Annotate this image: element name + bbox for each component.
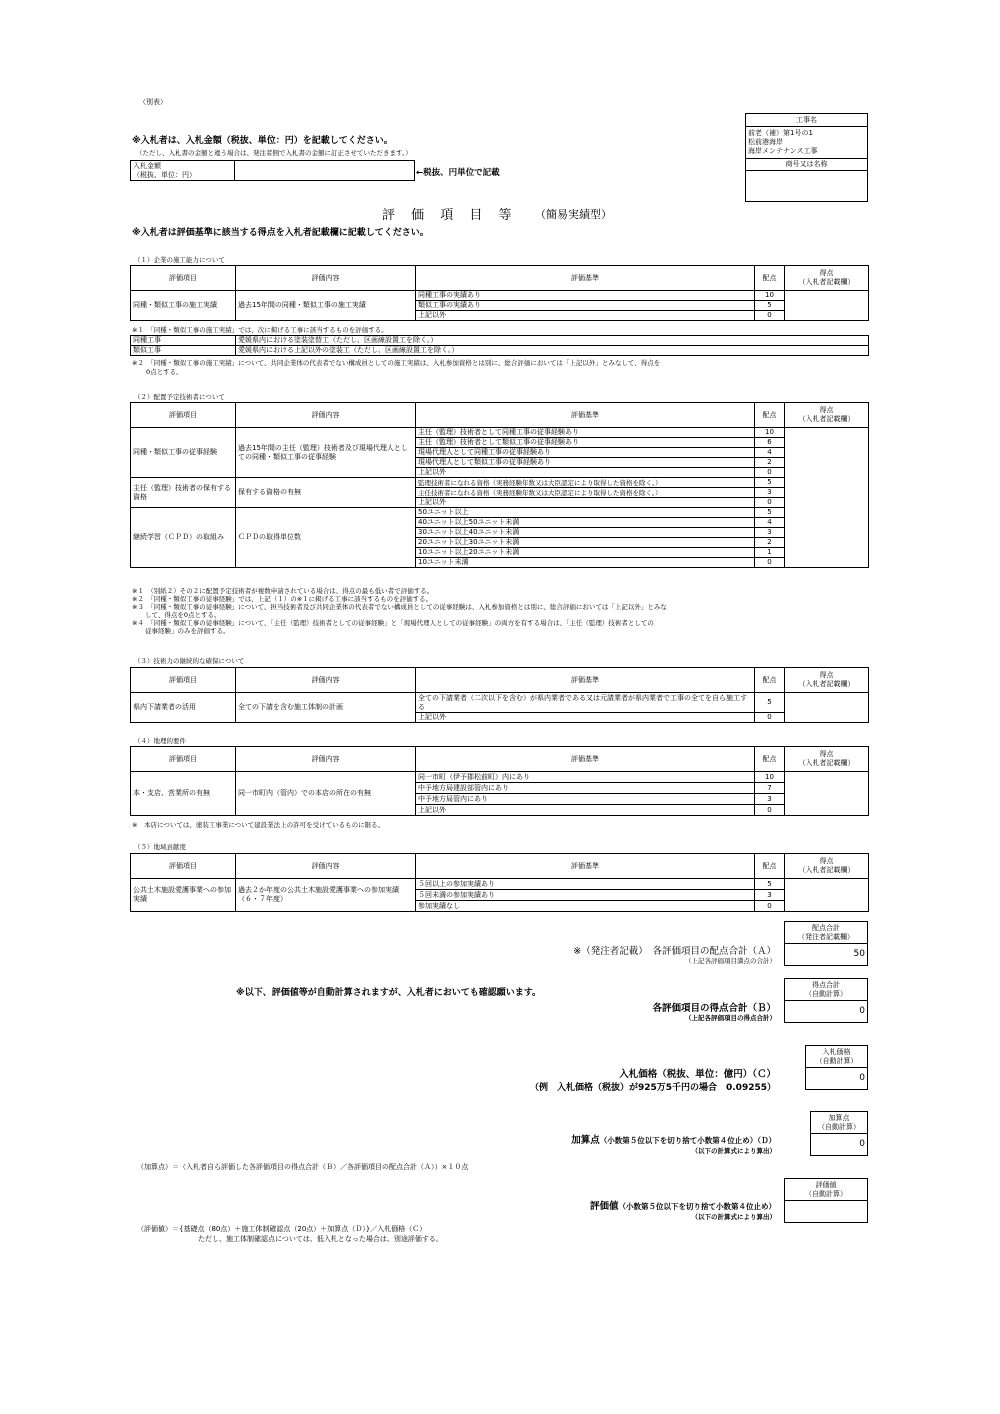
page-title: 評 価 項 目 等 [382,208,518,223]
total-score-box-header: 得点合計 （自動計算） [785,979,868,1001]
bid-amount-label-cell: 入札金額 （税抜、単位：円） [131,161,235,181]
s4-criteria: 中予地方局管内にあり [416,794,755,805]
s3-criteria: 上記以外 [416,713,755,723]
bonus-box [810,1111,868,1156]
s2-points: 4 [755,448,785,458]
bonus-box-header: 加算点 （自動計算） [811,1112,868,1134]
bid-price-note: （例 入札価格（税抜）が925万5千円の場合 0.09255） [529,1083,776,1093]
total-score-box [784,978,868,1023]
col-score: 得点 （入札者記載欄） [785,668,869,693]
section4-title: （４）地理的要件 [134,737,186,745]
total-score-label: 各評価項目の得点合計（Ｂ） [652,1003,776,1014]
s2-points: 3 [755,528,785,538]
s2-criteria: 監理技術者になれる資格（実務経験年数又は大臣認定により取得した資格を除く。） [416,478,755,488]
score-instruction: ※入札者は評価基準に該当する得点を入札者記載欄に記載してください。 [132,228,429,238]
section5-table [130,853,869,912]
col-item: 評価項目 [131,854,236,879]
s2-score-input[interactable] [785,428,869,568]
s3-criteria: 全ての下請業者（二次以下を含む）が県内業者である又は元請業者が県内業者で工事の全てを自ら施工する [416,693,755,713]
s5-points: 5 [755,879,785,890]
s2-criteria: 20ユニット以上30ユニット未満 [416,538,755,548]
s1-criteria: 上記以外 [416,311,755,321]
s2-content: ＣＰＤの取得単位数 [236,508,416,568]
col-points: 配点 [755,747,785,772]
total-score-note: （上記各評価項目の得点合計） [685,1014,776,1022]
total-points-value: 50 [785,944,868,966]
s1-note2b: 0点とする。 [146,368,183,376]
s2-points: 3 [755,488,785,498]
s1-points: 10 [755,291,785,301]
s2-criteria: 現場代理人として同種工事の従事経験あり [416,448,755,458]
auto-calc-notice: ※以下、評価値等が自動計算されますが、入札者においても確認願います。 [236,988,542,998]
s5-criteria: ５回未満の参加実績あり [416,890,755,901]
col-score: 得点 （入札者記載欄） [785,747,869,772]
col-content: 評価内容 [236,668,416,693]
bonus-formula: （加算点）＝（入札者自ら評価した各評価項目の得点合計（Ｂ）／各評価項目の配点合計（Ａ））×１０点 [137,1163,469,1171]
s1-item: 同種・類似工事の施工実績 [131,291,236,321]
s4-criteria: 上記以外 [416,805,755,816]
s2-criteria: 上記以外 [416,498,755,508]
eval-value-box [784,1178,868,1223]
s2-points: 1 [755,548,785,558]
company-label: 商号又は名称 [746,159,868,171]
bid-amount-note: ←税抜、円単位で記載 [416,168,500,178]
s2-points: 2 [755,458,785,468]
col-points: 配点 [755,403,785,428]
section2-table [130,402,869,568]
col-score: 得点 （入札者記載欄） [785,266,869,291]
s1-definition-table [130,335,869,356]
s5-content: 過去２か年度の公共土木施設愛護事業への参加実績（６・７年度） [236,879,416,912]
def-label: 類似工事 [131,346,236,356]
col-content: 評価内容 [236,403,416,428]
s2-points: 5 [755,508,785,518]
s4-score-input[interactable] [785,772,869,816]
bid-price-label: 入札価格（税抜、単位：億円）（Ｃ） [619,1069,776,1080]
s3-item: 県内下請業者の活用 [131,693,236,723]
s2-points: 0 [755,558,785,568]
s4-note: ※ 本店については、塗装工事業について建設業法上の許可を受けているものに限る。 [132,821,385,829]
col-criteria: 評価基準 [416,747,755,772]
bonus-note: （以下の計算式により算出） [691,1147,776,1155]
section2-title: （２）配置予定技術者について [134,393,225,401]
bid-instruction: ※入札者は、入札金額（税抜、単位：円）を記載してください。 [132,136,393,146]
project-title-value: 前老（補）第1号の1 松前港海岸 海岸メンテナンス工事 [746,127,868,159]
s4-points: 3 [755,794,785,805]
s2-item: 継続学習（ＣＰＤ）の取組み [131,508,236,568]
s2-item: 同種・類似工事の従事経験 [131,428,236,478]
s2-criteria: 上記以外 [416,468,755,478]
bid-price-value: 0 [806,1068,868,1090]
col-criteria: 評価基準 [416,266,755,291]
project-title-label: 工事名 [746,114,868,127]
eval-formula: （評価値）＝{基礎点（80点）＋施工体制確認点（20点）＋加算点（Ｄ）}／入札価格（Ｃ） [137,1225,427,1233]
bid-amount-input[interactable] [235,161,415,181]
s2-content: 過去15年間の主任（監理）技術者及び現場代理人としての同種・類似工事の従事経験 [236,428,416,478]
col-item: 評価項目 [131,747,236,772]
bonus-value: 0 [811,1134,868,1156]
s4-content: 同一市町内（管内）での本店の所在の有無 [236,772,416,816]
bid-amount-table [130,160,415,181]
s2-criteria: 主任（監理）技術者として類似工事の従事経験あり [416,438,755,448]
bonus-label: 加算点（小数第５位以下を切り捨て小数第４位止め）（Ｄ） [571,1135,776,1146]
def-text: 愛媛県内における上記以外の塗装工（ただし、区画線設置工を除く。） [236,346,869,356]
total-score-value: 0 [785,1001,868,1023]
bid-price-box [805,1045,868,1090]
s1-note1: ※１ 「同種・類似工事の施工実績」では、次に掲げる工事に該当するものを評価する。 [132,326,388,334]
def-text: 愛媛県内における塗装塗替工（ただし、区画線設置工を除く。） [236,336,869,346]
s5-points: 3 [755,890,785,901]
s2-criteria: 40ユニット以上50ユニット未満 [416,518,755,528]
s2-points: 5 [755,478,785,488]
s3-points: 5 [755,693,785,713]
s5-score-input[interactable] [785,879,869,912]
col-criteria: 評価基準 [416,668,755,693]
total-points-note: （上記各評価項目満点の合計） [685,957,776,965]
col-criteria: 評価基準 [416,403,755,428]
page-subtitle: （簡易実績型） [535,208,612,221]
section3-title: （３）技術力の継続的な確保について [134,657,245,665]
total-points-box [784,921,868,966]
s2-criteria: 10ユニット未満 [416,558,755,568]
s3-content: 全ての下請を含む施工体制の計画 [236,693,416,723]
col-item: 評価項目 [131,668,236,693]
eval-value-label: 評価値（小数第５位以下を切り捨て小数第４位止め） [589,1201,776,1212]
col-item: 評価項目 [131,266,236,291]
s1-criteria: 同種工事の実績あり [416,291,755,301]
s4-points: 7 [755,783,785,794]
s2-points: 2 [755,538,785,548]
s2-criteria: 主任技術者になれる資格（実務経験年数又は大臣認定により取得した資格を除く。） [416,488,755,498]
s1-content: 過去15年間の同種・類似工事の施工実績 [236,291,416,321]
def-label: 同種工事 [131,336,236,346]
col-points: 配点 [755,266,785,291]
s2-content: 保有する資格の有無 [236,478,416,508]
s2-criteria: 主任（監理）技術者として同種工事の従事経験あり [416,428,755,438]
s2-criteria: 30ユニット以上40ユニット未満 [416,528,755,538]
s4-criteria: 中予地方局建設部管内にあり [416,783,755,794]
bid-price-box-header: 入札価格 （自動計算） [806,1046,868,1068]
s3-points: 0 [755,713,785,723]
col-content: 評価内容 [236,747,416,772]
section1-title: （１）企業の施工能力について [134,256,225,264]
col-score: 得点 （入札者記載欄） [785,403,869,428]
eval-value-note: （以下の計算式により算出） [691,1213,776,1221]
s2-criteria: 10ユニット以上20ユニット未満 [416,548,755,558]
col-score: 得点 （入札者記載欄） [785,854,869,879]
s2-points: 6 [755,438,785,448]
s1-score-input[interactable] [785,291,869,321]
bid-instruction-sub: （ただし、入札書の金額と違う場合は、発注者側で入札書の金額に訂正させていただきます。） [136,149,412,157]
section1-table [130,265,869,321]
eval-value-box-header: 評価値 （自動計算） [785,1179,868,1201]
s2-points: 4 [755,518,785,528]
company-input[interactable] [746,171,868,202]
eval-value [785,1201,868,1223]
s5-criteria: 参加実績なし [416,901,755,912]
s5-item: 公共土木施設愛護事業への参加実績 [131,879,236,912]
col-item: 評価項目 [131,403,236,428]
project-box [745,113,868,202]
s5-points: 0 [755,901,785,912]
col-criteria: 評価基準 [416,854,755,879]
section3-table [130,667,869,723]
s2-points: 0 [755,498,785,508]
col-points: 配点 [755,668,785,693]
s4-criteria: 同一市町（伊予郡松前町）内にあり [416,772,755,783]
col-points: 配点 [755,854,785,879]
s4-item: 本・支店、営業所の有無 [131,772,236,816]
eval-formula-note: ただし、施工体制確認点については、低入札となった場合は、別途評価する。 [198,1235,443,1243]
s2-points: 10 [755,428,785,438]
s1-points: 5 [755,301,785,311]
s2-criteria: 現場代理人として類似工事の従事経験あり [416,458,755,468]
col-content: 評価内容 [236,854,416,879]
s2-item: 主任（監理）技術者の保有する資格 [131,478,236,508]
col-content: 評価内容 [236,266,416,291]
s4-points: 10 [755,772,785,783]
total-points-box-header: 配点合計 （発注者記載欄） [785,922,868,944]
s1-points: 0 [755,311,785,321]
appendix-label: （別表） [139,98,167,106]
s1-note2: ※２ 「同種・類似工事の施工実績」について、共同企業体の代表者でない構成員としての施工実績は、入札参加資格とは別に、総合評価においては「上記以外」とみなして、得点を [132,359,661,367]
s1-criteria: 類似工事の実績あり [416,301,755,311]
section4-table [130,746,869,816]
s2-notes: ※１ （別紙２）その２に配置予定技術者が複数申請されている場合は、得点の最も低い者で評価する。 ※２ 「同種・類似工事の従事経験」では、上記（１）の※１に掲げる工事に該当するものを評価する。 ※３ 「同種・類似工事の従事経験」について、担当技術者及び共同企業体の代表者でない構成員としての従事経験は、入札参加資格とは別に、総合評価においては「上記以外」とみな して、得点を0点とする。 ※４ 「同種・類似工事の従事経験」について、「主任（監理）技術者としての従事経験」と「現場代理人としての従事経験」の両方を有する場合は、「主任（監理）技術者としての 従事経験」のみを評価する。 [132,587,667,635]
s4-points: 0 [755,805,785,816]
s3-score-input[interactable] [785,693,869,723]
section5-title: （５）地域貢献度 [134,843,186,851]
s5-criteria: ５回以上の参加実績あり [416,879,755,890]
s2-points: 0 [755,468,785,478]
total-points-label: ※（発注者記載） 各評価項目の配点合計（Ａ） [573,946,776,957]
s2-criteria: 50ユニット以上 [416,508,755,518]
